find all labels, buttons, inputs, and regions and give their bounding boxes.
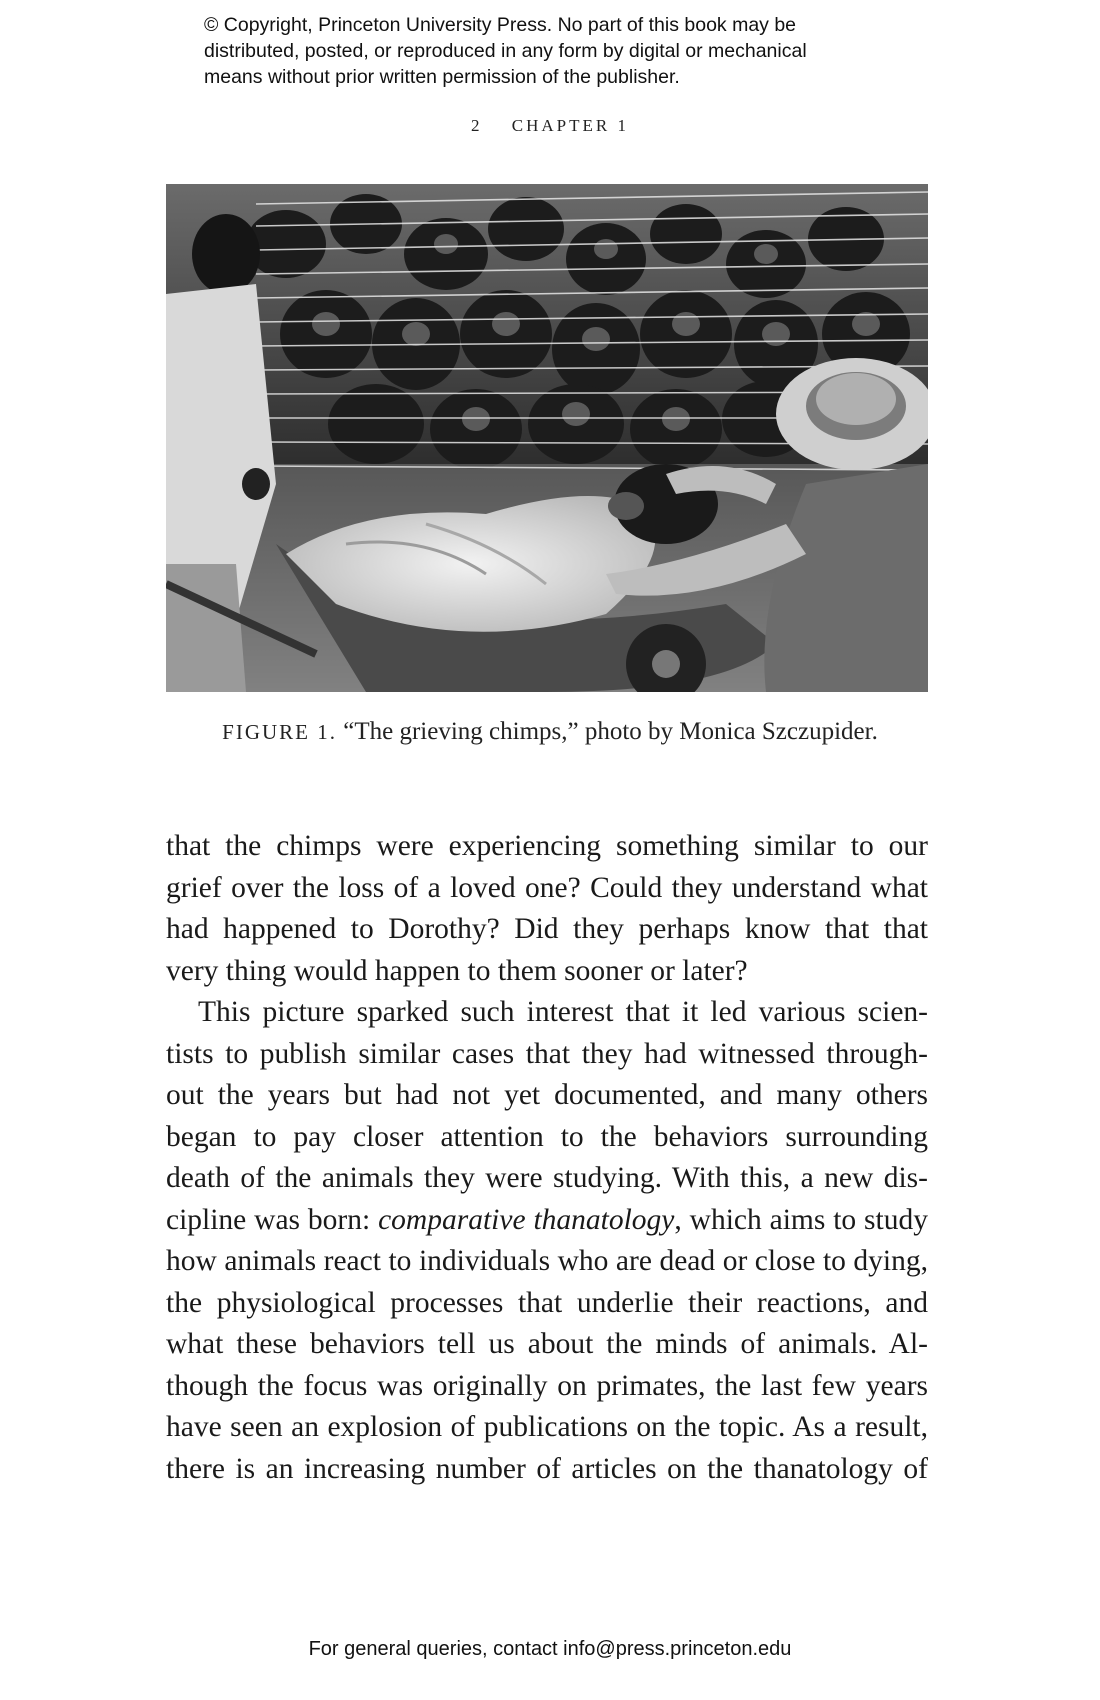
text-line: out the years but had not yet documented, and many others (166, 1079, 928, 1111)
text-fragment: cipline was born: (166, 1203, 379, 1236)
text-line: that the chimps were experiencing something similar to our (166, 830, 928, 862)
text-line: very thing would happen to them sooner or later? (166, 954, 748, 987)
copyright-line: means without prior written permission of the publisher. (204, 66, 680, 88)
text-line: grief over the loss of a loved one? Could they understand what (166, 871, 928, 904)
page-number: 2 (471, 116, 483, 135)
body-text (166, 826, 928, 1490)
copyright-notice (204, 12, 924, 90)
text-line: began to pay closer attention to the behaviors surrounding (166, 1120, 928, 1153)
text-line: how animals react to individuals who are dead or close to dying, (166, 1245, 928, 1277)
text-fragment: , which aims to study (674, 1203, 928, 1236)
copyright-line: © Copyright, Princeton University Press. No part of this book may be (204, 14, 797, 36)
figure-caption-text: “The grieving chimps,” photo by Monica Szczupider. (343, 718, 878, 745)
chapter-label: CHAPTER 1 (511, 116, 629, 135)
figure-photo (166, 184, 928, 692)
copyright-line: distributed, posted, or reproduced in any form by digital or mechanical (204, 40, 807, 62)
text-line: there is an increasing number of articles on the thanatology of (166, 1452, 928, 1485)
footer-contact: For general queries, contact info@press.princeton.edu (308, 1638, 792, 1660)
figure-caption (0, 718, 1100, 746)
running-head (0, 116, 1100, 136)
text-line: have seen an explosion of publications on the topic. As a result, (166, 1411, 928, 1443)
text-line: tists to publish similar cases that they had witnessed through- (166, 1037, 928, 1070)
text-line: though the focus was originally on primates, the last few years (166, 1369, 928, 1402)
italic-term: comparative thanatology (378, 1203, 675, 1236)
text-line (166, 1200, 928, 1242)
text-line: death of the animals they were studying. With this, a new dis- (166, 1162, 928, 1194)
figure-label: FIGURE 1. (222, 720, 337, 744)
text-line: what these behaviors tell us about the minds of animals. Al- (166, 1328, 928, 1360)
text-line: had happened to Dorothy? Did they perhaps know that that (166, 913, 928, 945)
text-line: the physiological processes that underlie their reactions, and (166, 1286, 928, 1319)
text-line: This picture sparked such interest that it led various scien- (198, 996, 928, 1028)
